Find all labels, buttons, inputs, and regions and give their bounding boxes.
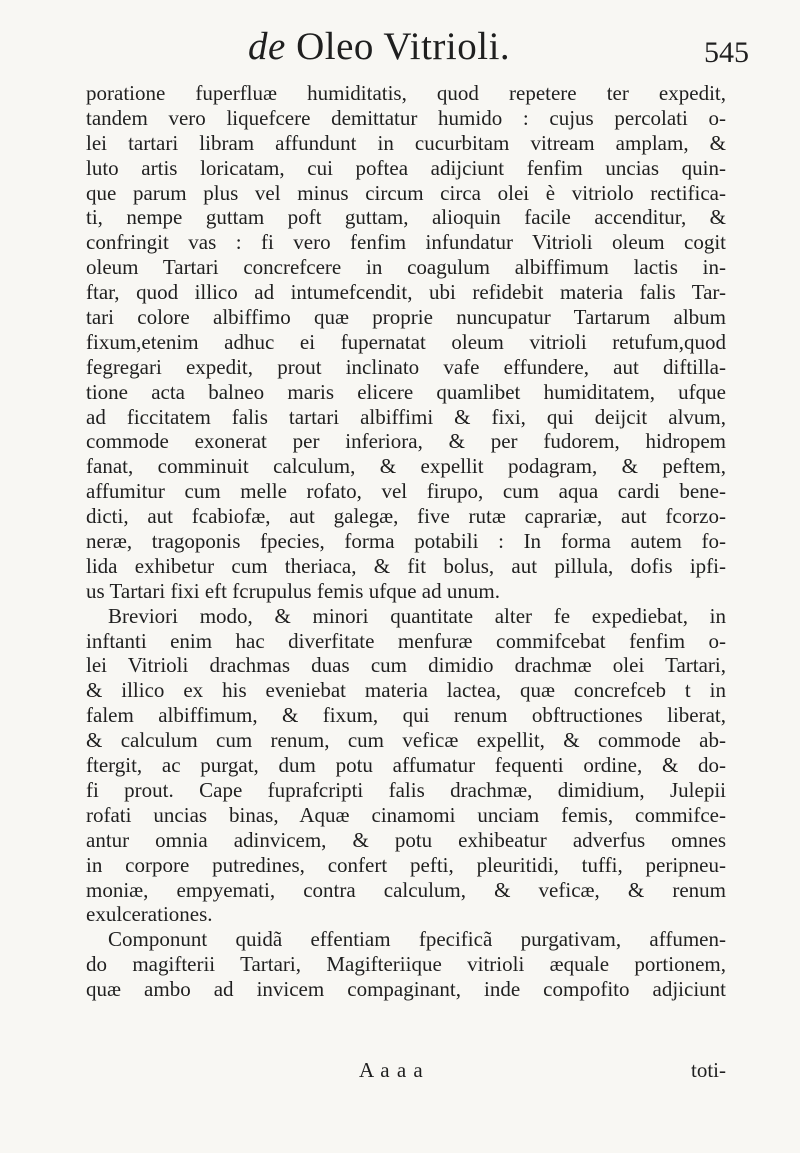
text-line: exulcerationes. [86, 902, 213, 927]
paragraph-start-line: Componunt quidã effentiam fpecificã purgativam, affumen- [108, 927, 726, 952]
running-title [248, 24, 510, 69]
text-line: confringit vas : fi vero fenfim infundatur Vitrioli oleum cogit [86, 230, 726, 255]
text-line: ftergit, ac purgat, dum potu affumatur fequenti ordine, & do- [86, 753, 726, 778]
text-line: ti, nempe guttam poft guttam, alioquin facile accenditur, & [86, 205, 726, 230]
page-header [0, 18, 800, 74]
text-line: fixum,etenim adhuc ei fupernatat oleum vitrioli retufum,quod [86, 329, 726, 354]
text-line: luto artis loricatam, cui poftea adijciunt fenfim uncias quin- [86, 155, 726, 180]
paragraph-start-line: Breviori modo, & minori quantitate alter fe expediebat, in [108, 603, 726, 628]
text-line: lei tartari libram affundunt in cucurbitam vitream amplam, & [86, 130, 726, 155]
text-line: moniæ, empyemati, contra calculum, & veficæ, & renum [86, 877, 726, 902]
text-line: neræ, tragoponis fpecies, forma potabili : In forma autem fo- [86, 529, 726, 554]
text-line: tione acta balneo maris elicere quamlibet humiditatem, ufque [86, 379, 726, 404]
text-line: inftanti enim hac diverfitate menfuræ commifcebat fenfim o- [86, 628, 726, 653]
text-line: falem albiffimum, & fixum, qui renum obftructiones liberat, [86, 703, 726, 728]
text-line: tari colore albiffimo quæ proprie nuncupatur Tartarum album [86, 305, 726, 330]
text-line: affumitur cum melle rofato, vel firupo, cum aqua cardi bene- [86, 479, 726, 504]
running-title-main: Oleo Vitrioli. [285, 25, 511, 68]
text-line: us Tartari fixi eft fcrupulus femis ufque ad unum. [86, 578, 500, 603]
text-line: fanat, comminuit calculum, & expellit podagram, & peftem, [86, 454, 726, 479]
text-line: & illico ex his eveniebat materia lactea, quæ concrefceb t in [86, 678, 726, 703]
footer-line [86, 1058, 726, 1084]
running-title-prefix: de [248, 25, 286, 68]
text-line: quæ ambo ad invicem compaginant, inde compofito adjiciunt [86, 977, 726, 1002]
body-text [86, 81, 726, 1002]
text-line: oleum Tartari concrefcere in coagulum albiffimum lactis in- [86, 255, 726, 280]
text-line: commode exonerat per inferiora, & per fudorem, hidropem [86, 429, 726, 454]
text-line: ad ficcitatem falis tartari albiffimi & fixi, qui deijcit alvum, [86, 404, 726, 429]
text-line: lida exhibetur cum theriaca, & fit bolus, aut pillula, dofis ipfi- [86, 553, 726, 578]
text-line: in corpore putredines, confert pefti, pleuritidi, tuffi, peripneu- [86, 852, 726, 877]
signature-mark: A a a a [359, 1058, 424, 1082]
text-line: rofati uncias binas, Aquæ cinamomi unciam femis, commifce- [86, 802, 726, 827]
text-line: tandem vero liquefcere demittatur humido : cujus percolati o- [86, 105, 726, 130]
page-number: 545 [704, 36, 749, 69]
text-line: poratione fuperfluæ humiditatis, quod repetere ter expedit, [86, 81, 726, 105]
text-line: ftar, quod illico ad intumefcendit, ubi refidebit materia falis Tar- [86, 280, 726, 305]
text-line: do magifterii Tartari, Magifteriique vitrioli æquale portionem, [86, 952, 726, 977]
text-line: lei Vitrioli drachmas duas cum dimidio drachmæ olei Tartari, [86, 653, 726, 678]
text-line: dicti, aut fcabiofæ, aut galegæ, five rutæ caprariæ, aut fcorzo- [86, 504, 726, 529]
text-line: fegregari expedit, prout inclinato vafe effundere, aut diftilla- [86, 354, 726, 379]
text-line: & calculum cum renum, cum veficæ expellit, & commode ab- [86, 728, 726, 753]
text-line: antur omnia adinvicem, & potu exhibeatur adverfus omnes [86, 827, 726, 852]
text-line: que parum plus vel minus circum circa olei è vitriolo rectifica- [86, 180, 726, 205]
text-line: fi prout. Cape fuprafcripti falis drachmæ, dimidium, Julepii [86, 777, 726, 802]
catchword: toti- [691, 1058, 726, 1082]
